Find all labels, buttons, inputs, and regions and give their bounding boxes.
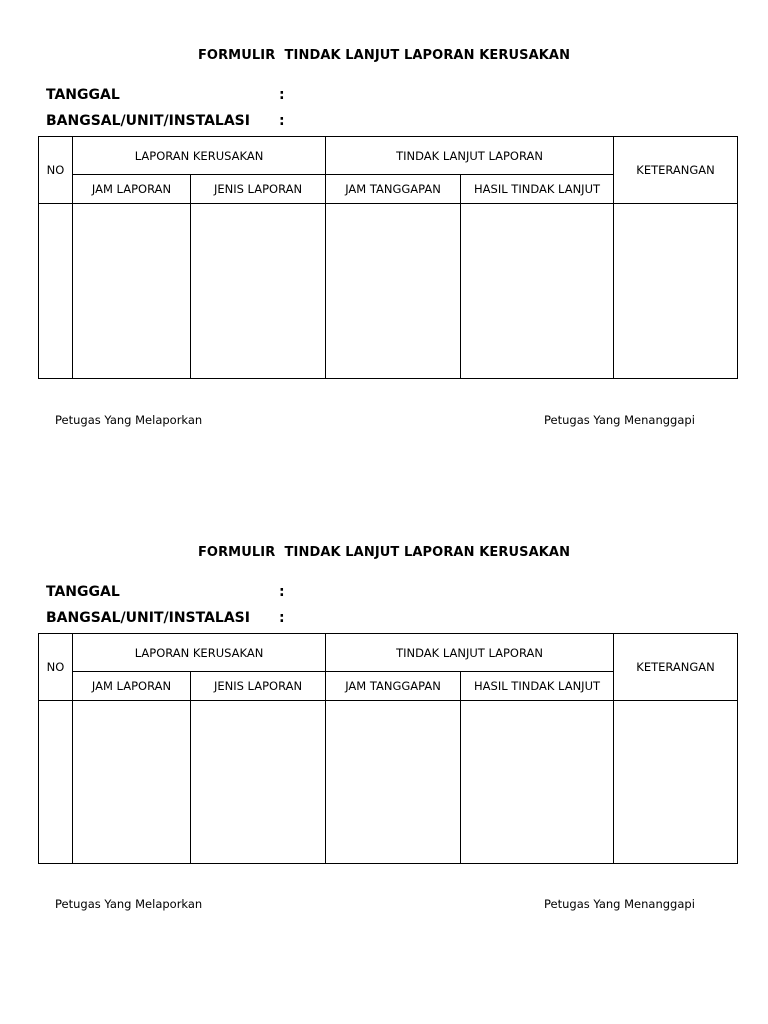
signer-reporter: Petugas Yang Melaporkan [55, 413, 203, 427]
tanggal-colon: : [279, 87, 285, 103]
cell-keterangan[interactable] [614, 204, 738, 379]
header-laporan-kerusakan: LAPORAN KERUSAKAN [73, 137, 326, 175]
cell-jam-tanggapan[interactable] [326, 701, 461, 864]
header-laporan-kerusakan: LAPORAN KERUSAKAN [73, 634, 326, 672]
tanggal-colon: : [279, 584, 285, 600]
cell-keterangan[interactable] [614, 701, 738, 864]
form-block-2 [0, 497, 768, 957]
tanggal-label: TANGGAL [46, 584, 120, 600]
cell-jam-tanggapan[interactable] [326, 204, 461, 379]
header-hasil-tindak-lanjut: HASIL TINDAK LANJUT [461, 672, 614, 701]
signer-responder: Petugas Yang Menanggapi [544, 897, 695, 911]
header-jam-tanggapan: JAM TANGGAPAN [326, 175, 461, 204]
header-jam-laporan: JAM LAPORAN [73, 672, 191, 701]
signer-responder: Petugas Yang Menanggapi [544, 413, 695, 427]
cell-jam-laporan[interactable] [73, 204, 191, 379]
header-no: NO [39, 634, 73, 701]
form-title: FORMULIR TINDAK LANJUT LAPORAN KERUSAKAN [197, 545, 571, 560]
cell-no[interactable] [39, 701, 73, 864]
report-table [38, 136, 738, 379]
cell-no[interactable] [39, 204, 73, 379]
header-tindak-lanjut-laporan: TINDAK LANJUT LAPORAN [326, 634, 614, 672]
form-block-1 [0, 0, 768, 460]
header-hasil-tindak-lanjut: HASIL TINDAK LANJUT [461, 175, 614, 204]
bangsal-colon: : [279, 113, 285, 129]
cell-hasil-tindak-lanjut[interactable] [461, 204, 614, 379]
cell-jenis-laporan[interactable] [191, 701, 326, 864]
bangsal-label: BANGSAL/UNIT/INSTALASI [46, 113, 250, 129]
table-row [39, 701, 738, 864]
form-title: FORMULIR TINDAK LANJUT LAPORAN KERUSAKAN [197, 48, 571, 63]
bangsal-colon: : [279, 610, 285, 626]
report-table [38, 633, 738, 864]
signer-reporter: Petugas Yang Melaporkan [55, 897, 203, 911]
table-row [39, 204, 738, 379]
header-keterangan: KETERANGAN [614, 634, 738, 701]
header-jenis-laporan: JENIS LAPORAN [191, 672, 326, 701]
header-tindak-lanjut-laporan: TINDAK LANJUT LAPORAN [326, 137, 614, 175]
tanggal-label: TANGGAL [46, 87, 120, 103]
header-jam-tanggapan: JAM TANGGAPAN [326, 672, 461, 701]
cell-jenis-laporan[interactable] [191, 204, 326, 379]
header-jenis-laporan: JENIS LAPORAN [191, 175, 326, 204]
header-no: NO [39, 137, 73, 204]
header-keterangan: KETERANGAN [614, 137, 738, 204]
cell-jam-laporan[interactable] [73, 701, 191, 864]
cell-hasil-tindak-lanjut[interactable] [461, 701, 614, 864]
header-jam-laporan: JAM LAPORAN [73, 175, 191, 204]
bangsal-label: BANGSAL/UNIT/INSTALASI [46, 610, 250, 626]
